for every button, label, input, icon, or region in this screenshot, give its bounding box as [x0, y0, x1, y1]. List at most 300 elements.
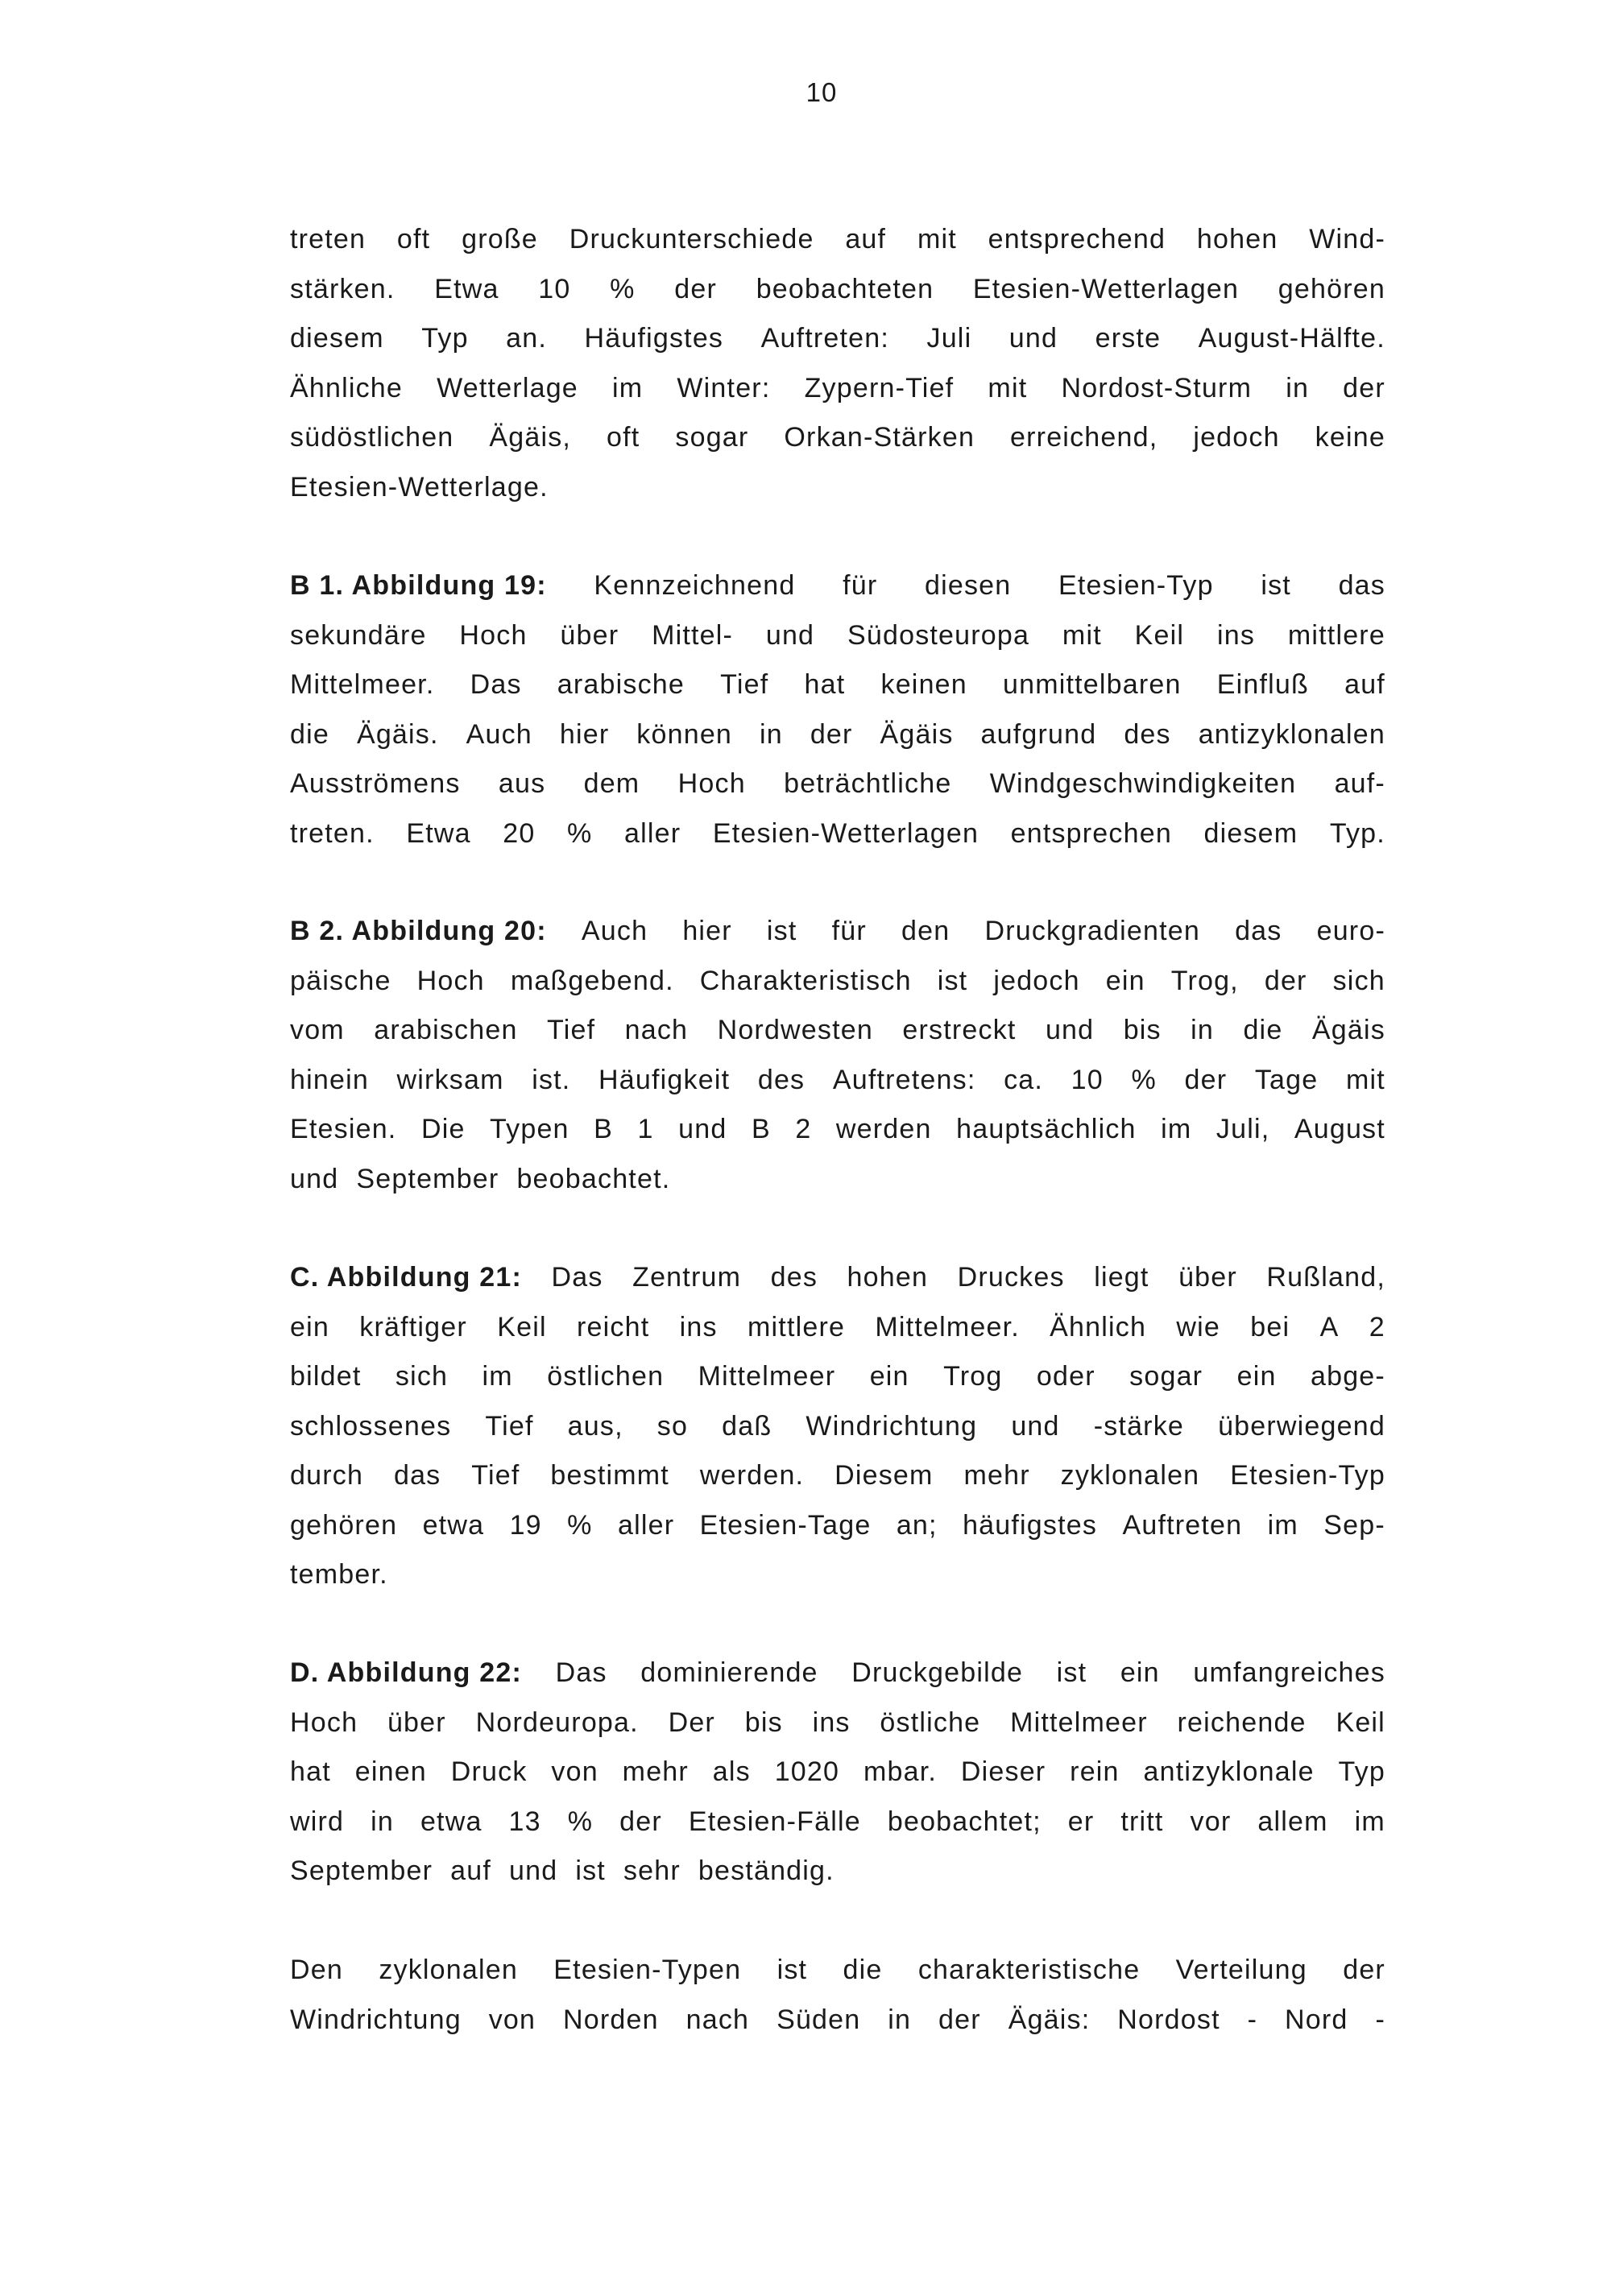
text-line: [290, 265, 1385, 315]
word: bis: [744, 1706, 783, 1738]
word: im: [1354, 1806, 1385, 1837]
word: Nord: [1285, 2004, 1348, 2035]
word: in: [760, 718, 783, 750]
word: hier: [559, 718, 610, 750]
word: 1020: [774, 1756, 840, 1787]
section-label: B 1. Abbildung 19:: [290, 570, 547, 601]
word: jedoch: [993, 965, 1080, 996]
word: Nordwesten: [717, 1015, 873, 1045]
word: Der: [668, 1706, 715, 1738]
word: mehr: [622, 1756, 689, 1787]
word: ins: [1216, 619, 1256, 651]
word: Norden: [563, 2004, 659, 2035]
word: päische: [290, 965, 391, 996]
text-line: [290, 809, 1385, 859]
word: und: [290, 1163, 339, 1194]
word: im: [482, 1361, 513, 1392]
word: überwiegend: [1218, 1410, 1385, 1442]
text-line: [290, 710, 1385, 760]
text-line: [290, 1352, 1385, 1402]
word: beobachtet;: [887, 1806, 1042, 1837]
paragraph-c: [290, 1253, 1385, 1600]
word: Trog: [943, 1361, 1003, 1392]
word: für: [831, 916, 867, 946]
word: Kennzeichnend: [594, 570, 796, 601]
word: ist: [1261, 570, 1291, 601]
text-line: [290, 561, 1385, 611]
word: %: [1131, 1064, 1157, 1095]
word: aller: [617, 1509, 675, 1541]
word: maßgebend.: [510, 965, 674, 996]
word: Süden: [777, 2004, 861, 2035]
text-line: [290, 314, 1385, 364]
word: vom: [290, 1015, 345, 1045]
paragraph-b2: [290, 907, 1385, 1204]
word: Windrichtung: [806, 1410, 978, 1442]
word: können: [636, 718, 733, 750]
word: Druckes: [957, 1262, 1065, 1293]
word: tritt: [1120, 1806, 1164, 1837]
word: Hoch: [459, 619, 528, 651]
word: hat: [804, 669, 846, 700]
word: sich: [1332, 965, 1385, 996]
word: 13: [508, 1806, 541, 1837]
word: Zypern-Tief: [804, 372, 955, 403]
word: nach: [685, 2004, 750, 2035]
word: des: [757, 1064, 806, 1095]
word: Druckgradienten: [984, 916, 1200, 946]
text-line: [290, 1550, 1385, 1600]
word: entsprechen: [1010, 817, 1172, 849]
text-line: [290, 759, 1385, 809]
word: das: [1235, 916, 1282, 946]
word: der: [938, 2004, 981, 2035]
word: östliche: [880, 1706, 981, 1738]
word: beträchtliche: [784, 768, 952, 799]
word: Nordost-Sturm: [1061, 372, 1253, 403]
word: aus: [498, 768, 546, 799]
word: hinein: [290, 1064, 369, 1095]
section-label: D. Abbildung 22:: [290, 1657, 523, 1688]
word: Das: [470, 669, 522, 700]
word: tember.: [290, 1559, 388, 1590]
word: durch: [290, 1460, 364, 1491]
word: schlossenes: [290, 1410, 452, 1442]
word: sehr: [623, 1855, 681, 1886]
word: über: [1178, 1262, 1237, 1293]
word: und: [509, 1855, 558, 1886]
word: August: [1294, 1114, 1385, 1144]
word: Tage: [1254, 1064, 1319, 1095]
word: oft: [396, 224, 431, 254]
word: Ähnlich: [1050, 1311, 1147, 1342]
word: stärken.: [290, 273, 396, 304]
word: hier: [682, 916, 732, 946]
word: an.: [506, 323, 548, 354]
page-number: 10: [806, 77, 838, 107]
word: wird: [290, 1806, 345, 1837]
word: oft: [607, 422, 640, 453]
word: allem: [1257, 1806, 1328, 1837]
word: A: [1319, 1311, 1340, 1342]
text-line: [290, 660, 1385, 710]
word: Rußland,: [1266, 1262, 1385, 1293]
word: südöstlichen: [290, 422, 454, 453]
word: im: [612, 372, 644, 403]
word: etwa: [420, 1806, 482, 1837]
word: ist: [575, 1855, 606, 1886]
word: hohen: [847, 1262, 929, 1293]
word: Keil: [1336, 1706, 1385, 1738]
word: 10: [1071, 1064, 1104, 1095]
text-line: [290, 1649, 1385, 1698]
word: ein: [290, 1311, 329, 1342]
word: -: [1247, 2004, 1258, 2035]
text-line: [290, 957, 1385, 1007]
word: Auftreten:: [760, 323, 890, 354]
word: von: [551, 1756, 598, 1787]
word: wie: [1176, 1311, 1220, 1342]
word: August-Hälfte.: [1198, 323, 1385, 354]
word: Etwa: [434, 273, 499, 304]
word: Druckunterschiede: [569, 224, 814, 254]
word: Ägäis.: [356, 718, 439, 750]
word: Juli: [926, 323, 972, 354]
word: mit: [1345, 1064, 1385, 1095]
word: beobachteten: [756, 273, 934, 304]
word: und: [1045, 1015, 1095, 1045]
word: Mittelmeer: [1010, 1706, 1148, 1738]
word: Etwa: [406, 817, 471, 849]
word: Windrichtung: [290, 2004, 462, 2035]
word: das: [393, 1460, 441, 1491]
word: der: [810, 718, 853, 750]
word: auf: [845, 224, 887, 254]
word: die: [843, 1955, 883, 1985]
word: ist: [937, 965, 968, 996]
word: charakteristische: [917, 1955, 1141, 1985]
word: so: [656, 1410, 689, 1442]
word: vor: [1190, 1806, 1232, 1837]
word: Keil: [1134, 619, 1185, 651]
word: Hoch: [290, 1706, 358, 1738]
word: Das: [555, 1657, 607, 1688]
word: 19: [509, 1509, 542, 1541]
word: mit: [917, 224, 957, 254]
word: Hoch: [677, 768, 746, 799]
word: Etesien.: [290, 1114, 397, 1144]
word: er: [1067, 1806, 1095, 1837]
word: Typ: [1338, 1756, 1385, 1787]
word: ein: [1236, 1361, 1277, 1392]
word: bestimmt: [550, 1460, 669, 1491]
word: mit: [1062, 619, 1102, 651]
word: ist: [766, 916, 797, 946]
word: die: [290, 718, 329, 750]
word: Dieser: [960, 1756, 1046, 1787]
text-line: [290, 1501, 1385, 1551]
paragraph-1: [290, 215, 1385, 512]
word: 2: [1369, 1311, 1385, 1342]
text-line: [290, 364, 1385, 414]
word: unmittelbaren: [1003, 669, 1182, 700]
word: reicht: [577, 1311, 650, 1342]
word: die: [1243, 1015, 1283, 1045]
word: Orkan-Stärken: [784, 422, 975, 453]
text-line: [290, 1303, 1385, 1353]
word: auf: [450, 1855, 491, 1886]
word: -: [1375, 2004, 1385, 2035]
word: erstreckt: [902, 1015, 1017, 1045]
word: B: [751, 1114, 771, 1144]
word: dominierende: [640, 1657, 818, 1688]
word: Zentrum: [632, 1262, 742, 1293]
word: Ägäis:: [1008, 2004, 1091, 2035]
word: Mittel-: [652, 619, 734, 651]
word: B: [594, 1114, 614, 1144]
word: umfangreiches: [1193, 1657, 1385, 1688]
word: des: [1124, 718, 1171, 750]
word: %: [567, 1509, 593, 1541]
word: bildet: [290, 1361, 362, 1392]
paragraph-b1: [290, 561, 1385, 858]
word: etwa: [422, 1509, 485, 1541]
word: Typ: [421, 323, 469, 354]
word: Wetterlage: [437, 372, 578, 403]
word: mittlere: [748, 1311, 846, 1342]
word: sich: [395, 1361, 449, 1392]
word: Nordeuropa.: [475, 1706, 639, 1738]
word: antizyklonale: [1143, 1756, 1315, 1787]
word: Tief: [547, 1015, 596, 1045]
word: %: [610, 273, 636, 304]
word: in: [1191, 1015, 1215, 1045]
text-line: [290, 1105, 1385, 1155]
text-line: [290, 1451, 1385, 1501]
word: ist: [777, 1955, 808, 1985]
word: Auch: [581, 916, 648, 946]
word: Auftretens:: [832, 1064, 976, 1095]
word: mbar.: [863, 1756, 938, 1787]
word: arabische: [557, 669, 685, 700]
word: gehören: [1278, 273, 1385, 304]
word: 10: [538, 273, 571, 304]
word: über: [387, 1706, 446, 1738]
paragraph-final: [290, 1946, 1385, 2045]
text-line: [290, 907, 1385, 957]
word: ca.: [1004, 1064, 1044, 1095]
word: einen: [354, 1756, 427, 1787]
word: sogar: [1129, 1361, 1203, 1392]
word: im: [1161, 1114, 1192, 1144]
word: Das: [551, 1262, 603, 1293]
text-line: [290, 1847, 1385, 1897]
word: des: [770, 1262, 818, 1293]
word: Etesien-Wetterlage.: [290, 471, 549, 503]
word: für: [843, 570, 878, 601]
word: den: [901, 916, 950, 946]
word: Druck: [450, 1756, 528, 1787]
word: große: [462, 224, 538, 254]
word: reichende: [1177, 1706, 1307, 1738]
word: Südosteuropa: [847, 619, 1030, 651]
word: Sep-: [1323, 1509, 1385, 1541]
section-label: B 2. Abbildung 20:: [290, 916, 547, 946]
word: keine: [1315, 422, 1385, 453]
word: arabischen: [374, 1015, 518, 1045]
word: Druckgebilde: [851, 1657, 1024, 1688]
word: Etesien-Tage: [699, 1509, 872, 1541]
word: Diesem: [834, 1460, 934, 1491]
word: Mittelmeer: [698, 1361, 836, 1392]
word: der: [1184, 1064, 1228, 1095]
text-line: [290, 1253, 1385, 1303]
word: sekundäre: [290, 619, 427, 651]
word: rein: [1070, 1756, 1120, 1787]
text-line: [290, 413, 1385, 463]
word: im: [1267, 1509, 1298, 1541]
word: über: [560, 619, 619, 651]
word: auf-: [1334, 768, 1385, 799]
text-line: [290, 1698, 1385, 1748]
word: diesen: [924, 570, 1012, 601]
word: Etesien-Wetterlagen: [972, 273, 1240, 304]
word: Typ.: [1329, 817, 1385, 849]
word: zyklonalen: [379, 1955, 518, 1985]
text-line: [290, 611, 1385, 661]
word: ist.: [532, 1064, 571, 1095]
word: aus,: [567, 1410, 623, 1442]
word: abge-: [1310, 1361, 1385, 1392]
word: jedoch: [1193, 422, 1280, 453]
word: wirksam: [396, 1064, 504, 1095]
text-line: [290, 1748, 1385, 1797]
word: Tief: [720, 669, 769, 700]
word: der: [1343, 372, 1385, 403]
word: und: [1011, 1410, 1060, 1442]
word: der: [674, 273, 718, 304]
word: Verteilung: [1175, 1955, 1307, 1985]
word: hohen: [1196, 224, 1278, 254]
word: Häufigstes: [584, 323, 724, 354]
word: September: [290, 1855, 433, 1886]
word: 2: [795, 1114, 812, 1144]
word: hat: [290, 1756, 331, 1787]
word: beobachtet.: [516, 1163, 671, 1194]
word: daß: [722, 1410, 772, 1442]
word: in: [888, 2004, 912, 2035]
word: häufigstes: [963, 1509, 1098, 1541]
text-line: [290, 1797, 1385, 1847]
word: das: [1338, 570, 1385, 601]
text-line: [290, 1402, 1385, 1452]
word: Einfluß: [1216, 669, 1309, 700]
word: Etesien-Fälle: [688, 1806, 861, 1837]
text-line: [290, 1996, 1385, 2046]
word: von: [488, 2004, 536, 2035]
word: ein: [1120, 1657, 1160, 1688]
word: treten: [290, 224, 367, 254]
word: 20: [503, 817, 536, 849]
word: Ähnliche: [290, 372, 404, 403]
word: Typen: [490, 1114, 569, 1144]
word: der: [619, 1806, 662, 1837]
word: Ägäis: [1311, 1015, 1385, 1045]
word: ein: [869, 1361, 909, 1392]
word: nach: [624, 1015, 689, 1045]
word: hauptsächlich: [956, 1114, 1137, 1144]
word: Etesien-Typen: [553, 1955, 742, 1985]
word: Mittelmeer.: [875, 1311, 1020, 1342]
text-line: [290, 463, 1385, 513]
word: antizyklonalen: [1198, 718, 1385, 750]
word: Auftreten: [1122, 1509, 1243, 1541]
word: ins: [812, 1706, 851, 1738]
word: Etesien-Typ: [1058, 570, 1214, 601]
word: Wind-: [1309, 224, 1385, 254]
word: Winter:: [677, 372, 771, 403]
word: keinen: [880, 669, 967, 700]
word: Ägäis: [880, 718, 954, 750]
word: 1: [637, 1114, 654, 1144]
word: werden: [835, 1114, 932, 1144]
word: ins: [679, 1311, 718, 1342]
word: dem: [583, 768, 640, 799]
word: mehr: [963, 1460, 1030, 1491]
word: der: [1343, 1955, 1385, 1985]
word: Etesien-Wetterlagen: [712, 817, 979, 849]
word: Keil: [497, 1311, 547, 1342]
word: beständig.: [698, 1855, 834, 1886]
word: ist: [1056, 1657, 1087, 1688]
word: Tief: [485, 1410, 534, 1442]
word: und: [765, 619, 815, 651]
word: erste: [1095, 323, 1162, 354]
word: in: [1286, 372, 1310, 403]
word: der: [1264, 965, 1307, 996]
word: werden.: [699, 1460, 805, 1491]
word: mittlere: [1287, 619, 1385, 651]
word: zyklonalen: [1060, 1460, 1200, 1491]
word: in: [371, 1806, 394, 1837]
word: oder: [1036, 1361, 1095, 1392]
word: %: [567, 817, 593, 849]
text-line: [290, 215, 1385, 265]
word: diesem: [1203, 817, 1298, 849]
word: gehören: [290, 1509, 398, 1541]
word: September: [356, 1163, 499, 1194]
word: auf: [1344, 669, 1385, 700]
word: aller: [624, 817, 681, 849]
word: Auch: [466, 718, 532, 750]
word: entsprechend: [988, 224, 1166, 254]
word: Nordost: [1117, 2004, 1220, 2035]
text-line: [290, 1155, 1385, 1205]
word: -stärke: [1093, 1410, 1185, 1442]
word: Ausströmens: [290, 768, 461, 799]
text-line: [290, 1946, 1385, 1996]
word: Häufigkeit: [598, 1064, 731, 1095]
word: Windgeschwindigkeiten: [989, 768, 1297, 799]
section-label: C. Abbildung 21:: [290, 1262, 523, 1293]
word: östlichen: [547, 1361, 665, 1392]
word: an;: [896, 1509, 938, 1541]
word: bis: [1123, 1015, 1162, 1045]
word: liegt: [1094, 1262, 1149, 1293]
word: Die: [420, 1114, 466, 1144]
word: Den: [290, 1955, 343, 1985]
word: mit: [988, 372, 1028, 403]
